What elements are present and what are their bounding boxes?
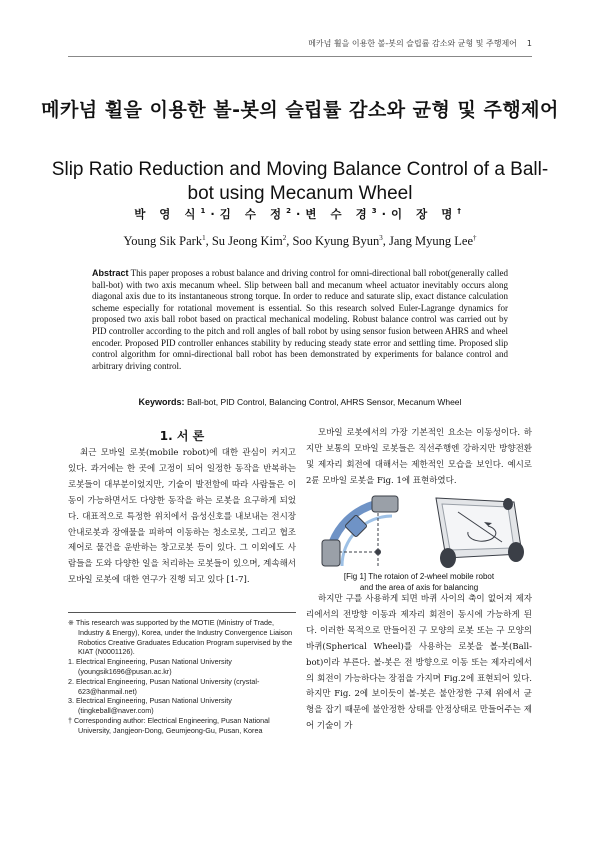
wheel-left xyxy=(322,540,340,566)
running-head-title: 메카넘 휠을 이용한 볼-봇의 슬립률 감소와 균형 및 주행제어 xyxy=(308,39,517,48)
page-number: 1 xyxy=(526,39,532,48)
korean-author-separator: · xyxy=(210,207,220,221)
korean-author-name: 변 수 경 xyxy=(305,207,372,221)
english-author-name: Jang Myung Lee xyxy=(389,234,474,249)
footnote-author-3: 3. Electrical Engineering, Pusan National University (tingkeball@naver.com) xyxy=(68,696,232,716)
section-heading: 1. 서 론 xyxy=(159,429,205,443)
robot-wheel-front-left xyxy=(440,548,456,568)
rotation-diagram xyxy=(322,496,398,566)
robot-illustration xyxy=(436,498,524,568)
english-authors xyxy=(40,234,560,249)
english-author-affiliation-mark: 1 xyxy=(202,234,206,242)
english-author-affiliation-mark: 3 xyxy=(379,234,383,242)
english-title: Slip Ratio Reduction and Moving Balance Control of a Ball-bot using Mecanum Wheel xyxy=(51,159,549,204)
korean-author-affiliation-mark: 1 xyxy=(200,207,211,216)
footnote-author-1: 1. Electrical Engineering, Pusan National University (youngsik1696@pusan.ac.kr) xyxy=(68,657,232,676)
figure-1-illustration xyxy=(318,492,528,570)
figure-1-caption-line-2: and the area of axis for balancing xyxy=(359,583,479,592)
header-divider xyxy=(68,56,532,57)
english-author-separator: , xyxy=(286,234,293,249)
right-paragraph-1: 모바일 로봇에서의 가장 기본적인 요소는 이동성이다. 하지만 보통의 모바일 로봇들은 직선주행엔 강하지만 방향전환 및 제자리 회전에 대해서는 제한적인 모습을 보인다. 예시로 2륜 모바일 로봇을 Fig. 1에 표현하였다. xyxy=(306,428,532,486)
abstract xyxy=(92,268,508,372)
running-head xyxy=(308,38,532,49)
english-author-affiliation-mark: 2 xyxy=(282,234,287,242)
keywords-text: Ball-bot, PID Control, Balancing Control, AHRS Sensor, Mecanum Wheel xyxy=(186,397,462,407)
figure-1-caption xyxy=(306,571,532,593)
english-author-name: Su Jeong Kim xyxy=(211,234,283,249)
korean-author-name: 이 장 명 xyxy=(390,207,458,221)
korean-author-affiliation-mark: 3 xyxy=(371,207,382,216)
footnote-author-2: 2. Electrical Engineering, Pusan National University (crystal-623@hanmail.net) xyxy=(68,676,260,696)
korean-authors xyxy=(40,206,560,222)
figure-1-caption-line-1: [Fig 1] The rotaion of 2-wheel mobile robot xyxy=(343,572,495,581)
footnote-divider xyxy=(68,612,296,613)
abstract-label: Abstract xyxy=(92,268,129,278)
korean-author-separator: · xyxy=(296,207,306,221)
rotation-center xyxy=(375,549,381,555)
korean-author-affiliation-mark: 2 xyxy=(286,207,296,216)
keywords-label: Keywords: xyxy=(138,397,185,407)
robot-panel xyxy=(442,504,514,550)
korean-author-separator: · xyxy=(381,207,391,221)
robot-wheel-front-right xyxy=(508,542,524,562)
english-author-name: Young Sik Park xyxy=(123,234,203,249)
footnote-funding: ※ This research was supported by the MOTIE (Ministry of Trade, Industry & Energy), Korea, under the Industry Convergence Liaison Robotics Creative Graduates Education Program supervised by the KIAT (N0001126). xyxy=(68,618,293,657)
english-author-separator: , xyxy=(382,234,390,249)
korean-author-affiliation-mark: † xyxy=(457,207,466,216)
intro-paragraph: 최근 모바일 로봇(mobile robot)에 대한 관심이 커지고 있다. 과거에는 한 곳에 고정이 되어 일정한 동작을 반복하는 로봇들이 대부분이었지만, 기술이 발전함에 따라 사람들은 이동이 가능하면서도 다양한 동작을 하는 로봇을 요구하게 되었다. 대표적으로 특정한 위치에서 음성신호를 내보내는 전시장 안내로봇과 장애물을 피하여 이동하는 청소로봇, 그리고 협조제어로 물건을 운반하는 창고로봇 등이 있다. 그 이외에도 사람들을 도와 다양한 일을 처리하는 로봇들이 있으며, 계속해서 모바일 로봇에 대한 연구가 진행 되고 있다 [1-7]. xyxy=(68,448,296,586)
abstract-text: This paper proposes a robust balance and driving control for omni-directional ball robot(generally called ball-bot) with two axis mecanum wheel. Slip between ball and mecanum wheel actuator inevitably occurs along diagonal axis due to its instantaneous strong torque. In order to reduce and saturate slip, exact distance calculation scheme especially for rotational movement is essential. So this research solved Euler-Lagrange dynamics for proposed two axis ball robot based on practical mechanical modeling. Robust balance control was carried out by PID controller according to the pitch and roll angles of ball robot by using sensor fusion between AHRS and wheel encoder. Proposed PID controller enhances stability by reducing steady state error and settling time. Proposed slip control algorithm for omni-directional ball robot has been demonstrated by experiments for balance control and arbitrary driving control. xyxy=(92,268,509,371)
footnote-corresponding: † Corresponding author: Electrical Engineering, Pusan National University, Jangjeon-Dong, Geumjeong-Gu, Pusan, Korea xyxy=(68,715,270,735)
wheel-top xyxy=(372,496,398,512)
english-author-name: Soo Kyung Byun xyxy=(292,234,380,249)
figure-1 xyxy=(318,492,528,570)
korean-author-name: 박 영 식 xyxy=(134,207,201,221)
robot-wheel-rear-right xyxy=(503,498,513,510)
english-author-affiliation-mark: † xyxy=(473,234,477,242)
korean-author-name: 김 수 정 xyxy=(219,207,287,221)
korean-title: 메카넘 휠을 이용한 볼-봇의 슬립률 감소와 균형 및 주행제어 xyxy=(41,99,559,121)
english-author-separator: , xyxy=(205,234,212,249)
footnotes xyxy=(68,618,296,736)
keywords xyxy=(92,397,508,407)
right-paragraph-2: 하지만 구를 사용하게 되면 바퀴 사이의 축이 없어져 제자리에서의 전방향 이동과 제자리 회전이 동시에 가능하게 된다. 이러한 목적으로 만들어진 구 모양의 로봇 또는 구 모양의 바퀴(Spherical Wheel)를 사용하는 로봇을 볼-봇(Ball-bot)이라 부른다. 볼-봇은 전 방향으로 이동 또는 제자리에서의 회전이 가능하다는 장점을 가지며 Fig.2에 표현되어 있다. 하지만 Fig. 2에 보이듯이 볼-봇은 불안정한 구체 위에서 균형을 잡기 때문에 불안정한 상태를 안정상태로 만들어주는 제어 기술이 가 xyxy=(306,594,532,732)
